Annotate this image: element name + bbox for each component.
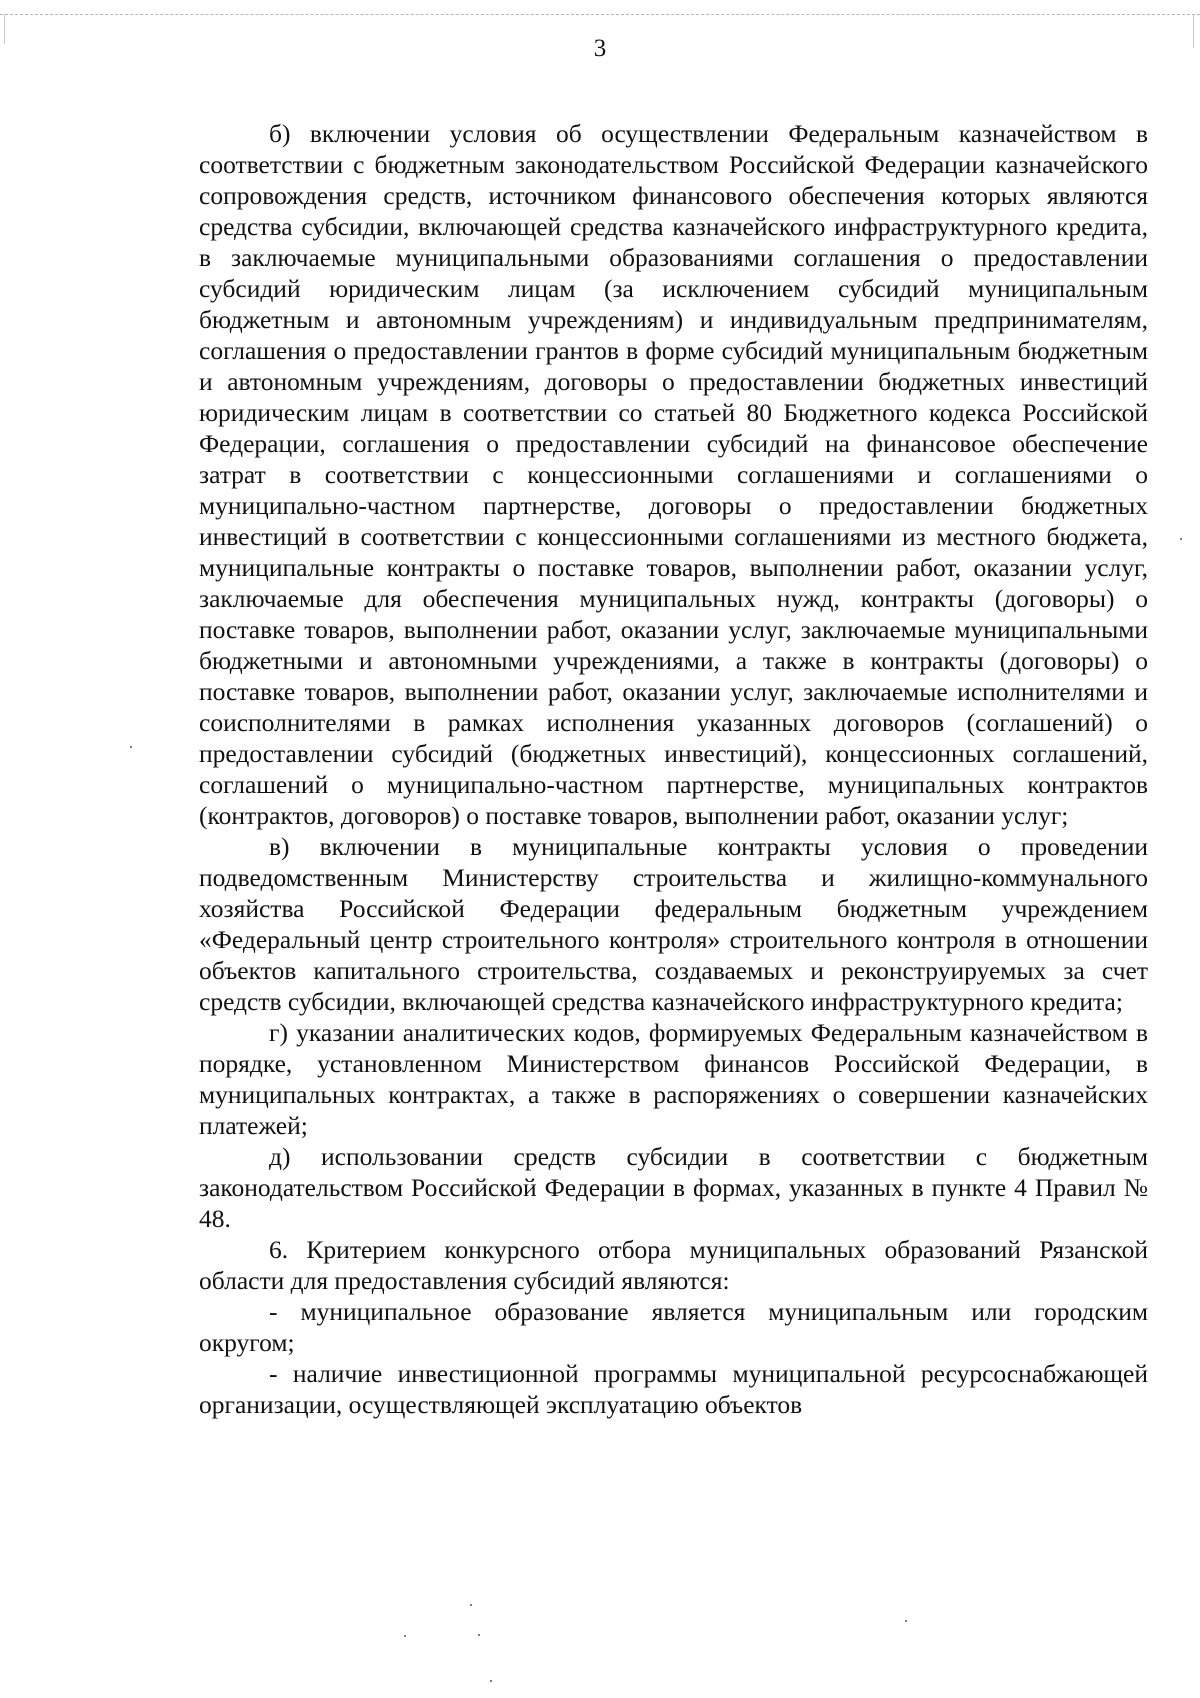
paragraph-d: д) использовании средств субсидии в соответствии с бюджетным законодательством Российской Федерации в формах, указанных в пункте 4 Правил № 48.: [199, 1142, 1148, 1233]
paragraph-v: в) включении в муниципальные контракты условия о проведении подведомственным Министерству строительства и жилищно-коммунального хозяйства Российской Федерации федеральным бюджетным учреждением «Федеральный центр строительного контроля» строительного контроля в отношении объектов капитального строительства, создаваемых и реконструируемых за счет средств субсидии, включающей средства казначейского инфраструктурного кредита;: [199, 832, 1148, 1016]
scan-speck: [478, 1634, 480, 1636]
scan-speck: [470, 1604, 472, 1606]
scan-speck: [490, 1680, 492, 1682]
paragraph-b: б) включении условия об осуществлении Федеральным казначейством в соответствии с бюджетным законодательством Российской Федерации казначейского сопровождения средств, источником финансового обеспечения которых являются средства субсидии, включающей средства казначейского инфраструктурного кредита, в заключаемые муниципальными образованиями соглашения о предоставлении субсидий юридическим лицам (за исключением субсидий муниципальным бюджетным и автономным учреждениям) и индивидуальным предпринимателям, соглашения о предоставлении грантов в форме субсидий муниципальным бюджетным и автономным учреждениям, договоры о предоставлении бюджетных инвестиций юридическим лицам в соответствии со статьей 80 Бюджетного кодекса Российской Федерации, соглашения о предоставлении субсидий на финансовое обеспечение затрат в соответствии с концессионными соглашениями и соглашениями о муниципально-частном партнерстве, договоры о предоставлении бюджетных инвестиций в соответствии с концессионными соглашениями из местного бюджета, муниципальные контракты о поставке товаров, выполнении работ, оказании услуг, заключаемые для обеспечения муниципальных нужд, контракты (договоры) о поставке товаров, выполнении работ, оказании услуг, заключаемые муниципальными бюджетными и автономными учреждениями, а также в контракты (договоры) о поставке товаров, выполнении работ, оказании услуг, заключаемые исполнителями и соисполнителями в рамках исполнения указанных договоров (соглашений) о предоставлении субсидий (бюджетных инвестиций), концессионных соглашений, соглашений о муниципально-частном партнерстве, муниципальных контрактов (контрактов, договоров) о поставке товаров, выполнении работ, оказании услуг;: [199, 119, 1148, 830]
page-number: 3: [593, 35, 607, 62]
scan-speck: [130, 746, 132, 748]
paragraph-g: г) указании аналитических кодов, формируемых Федеральным казначейством в порядке, установленном Министерством финансов Российской Федерации, в муниципальных контрактах, а также в распоряжениях о совершении казначейских платежей;: [199, 1018, 1148, 1140]
scan-edge-top: [0, 14, 1200, 15]
scan-speck: [905, 1620, 907, 1622]
scan-speck: [1180, 538, 1182, 540]
document-body: [199, 118, 1148, 1420]
criterion-item-2: - наличие инвестиционной программы муниципальной ресурсоснабжающей организации, осуществляющей эксплуатацию объектов: [199, 1359, 1148, 1419]
paragraph-6: 6. Критерием конкурсного отбора муниципальных образований Рязанской области для предоставления субсидий являются:: [199, 1235, 1148, 1295]
scan-speck: [404, 1635, 406, 1637]
criterion-item-1: - муниципальное образование является муниципальным или городским округом;: [199, 1297, 1148, 1357]
